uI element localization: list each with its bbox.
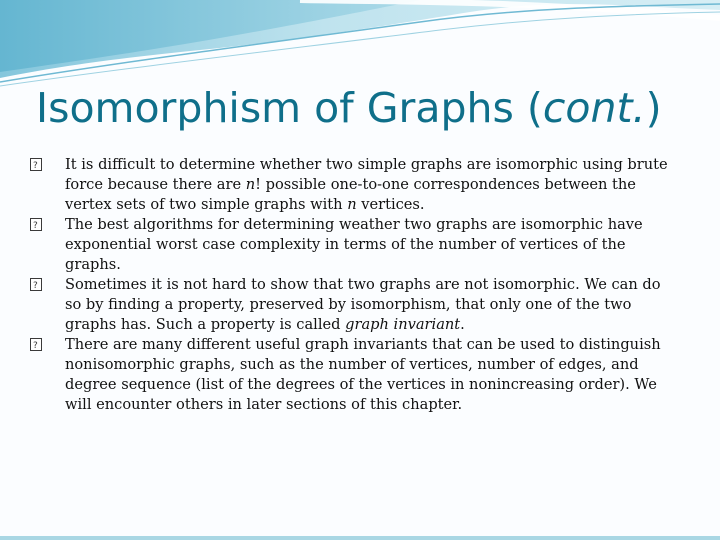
bottom-border bbox=[0, 536, 720, 540]
bullet-item-2 bbox=[30, 215, 680, 275]
bullet-marker-icon bbox=[30, 338, 42, 351]
bullet-text-italic: n bbox=[245, 176, 256, 193]
slide-title bbox=[36, 86, 696, 131]
bullet-list bbox=[30, 155, 680, 415]
bullet-item-3 bbox=[30, 275, 680, 335]
bullet-text: The best algorithms for determining weather two graphs are isomorphic have exponential worst case complexity in terms of the number of vertices of the graphs. bbox=[65, 216, 643, 273]
bullet-text: Sometimes it is not hard to show that two graphs are not isomorphic. We can do so by finding a property, preserved by isomorphism, that only one of the two graphs has. Such a property is called bbox=[65, 276, 661, 333]
bullet-text-italic: n bbox=[347, 196, 357, 213]
bullet-text: There are many different useful graph invariants that can be used to distinguish nonisomorphic graphs, such as the number of vertices, number of edges, and degree sequence (list of the degrees of the vertices in nonincreasing order). We will encounter others in later sections of this chapter. bbox=[65, 336, 661, 413]
decorative-wave-header bbox=[0, 0, 720, 90]
bullet-marker-icon bbox=[30, 218, 42, 231]
title-main: Isomorphism of Graphs ( bbox=[36, 84, 543, 132]
bullet-text: ! possible one-to-one correspondences between the vertex sets of two simple graphs with bbox=[65, 176, 636, 213]
bullet-text: It is difficult to determine whether two simple graphs are isomorphic using brute force because there are bbox=[65, 156, 668, 193]
bullet-item-4 bbox=[30, 335, 680, 415]
title-close: ) bbox=[645, 84, 662, 132]
bullet-marker-icon bbox=[30, 158, 42, 171]
title-italic: cont. bbox=[542, 84, 646, 132]
bullet-text: vertices. bbox=[356, 196, 425, 213]
bullet-text: . bbox=[460, 316, 465, 333]
bullet-marker-icon bbox=[30, 278, 42, 291]
bullet-text-italic: graph invariant bbox=[345, 316, 461, 333]
bullet-item-1 bbox=[30, 155, 680, 215]
